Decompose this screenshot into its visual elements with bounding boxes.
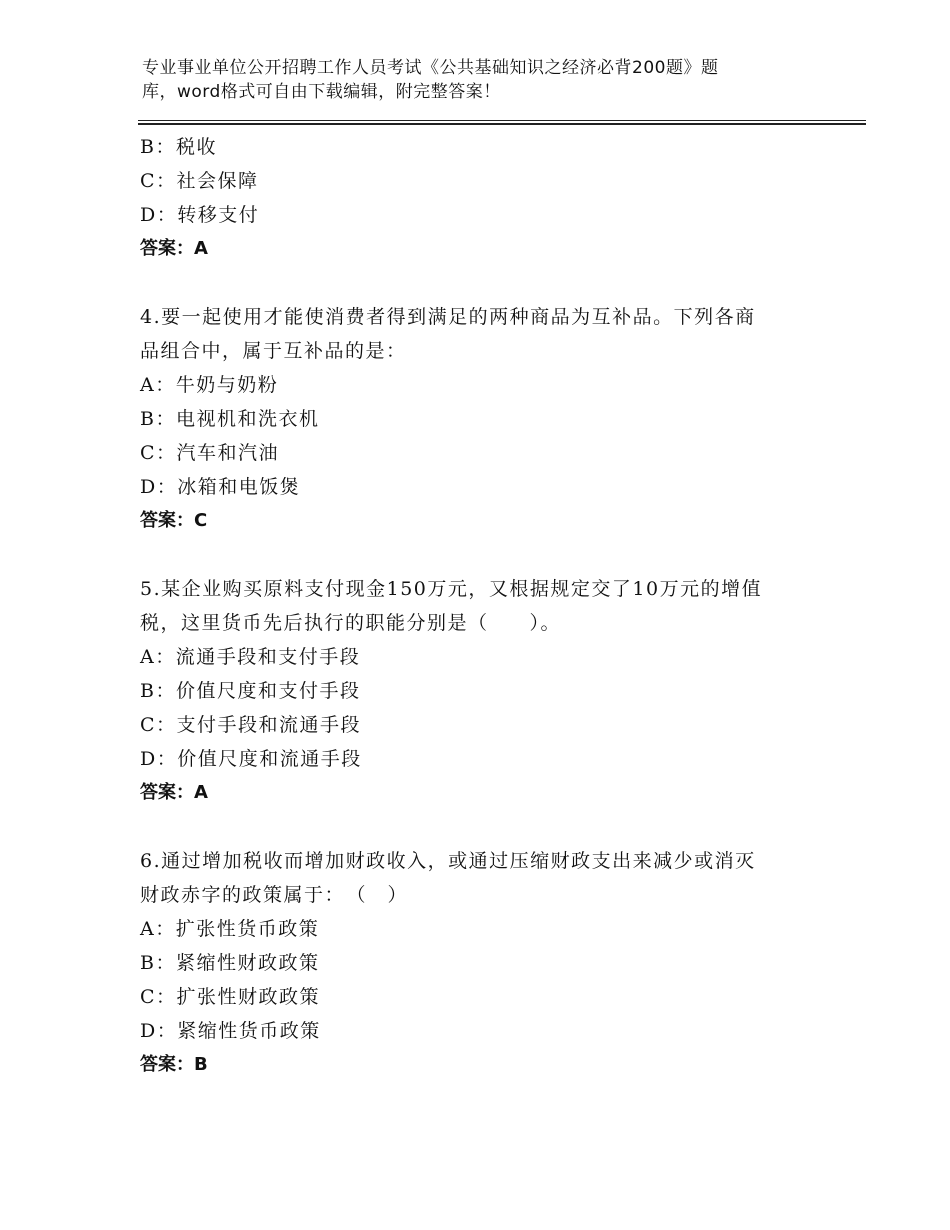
question-stem-line-1: 5.某企业购买原料支付现金150万元，又根据规定交了10万元的增值 bbox=[140, 578, 763, 600]
option-a: A：流通手段和支付手段 bbox=[140, 646, 361, 668]
question-stem-line-2: 税，这里货币先后执行的职能分别是（ ）。 bbox=[140, 612, 562, 634]
option-c: C：社会保障 bbox=[140, 170, 259, 192]
answer: 答案：A bbox=[140, 238, 208, 259]
option-d: D：转移支付 bbox=[140, 204, 260, 226]
answer: 答案：B bbox=[140, 1054, 208, 1075]
option-b: B：价值尺度和支付手段 bbox=[140, 680, 361, 702]
option-a: A：扩张性货币政策 bbox=[140, 918, 320, 940]
header-title-line-2: 库，word格式可自由下载编辑，附完整答案！ bbox=[142, 82, 501, 102]
header-divider-thick bbox=[138, 123, 866, 125]
option-b: B：电视机和洗衣机 bbox=[140, 408, 320, 430]
question-stem-line-2: 品组合中，属于互补品的是： bbox=[140, 340, 407, 362]
question-3 bbox=[140, 130, 820, 266]
document-header bbox=[142, 56, 822, 104]
question-list bbox=[140, 130, 820, 1082]
question-stem-line-2: 财政赤字的政策属于： （ ） bbox=[140, 884, 409, 906]
question-stem-line-1: 4.要一起使用才能使消费者得到满足的两种商品为互补品。下列各商 bbox=[140, 306, 756, 328]
option-d: D：冰箱和电饭煲 bbox=[140, 476, 301, 498]
spacer bbox=[140, 538, 820, 572]
question-5 bbox=[140, 572, 820, 810]
question-6 bbox=[140, 844, 820, 1082]
option-b: B：税收 bbox=[140, 136, 217, 158]
option-c: C：支付手段和流通手段 bbox=[140, 714, 362, 736]
answer: 答案：A bbox=[140, 782, 208, 803]
option-d: D：紧缩性货币政策 bbox=[140, 1020, 321, 1042]
option-d: D：价值尺度和流通手段 bbox=[140, 748, 362, 770]
header-title-line-1: 专业事业单位公开招聘工作人员考试《公共基础知识之经济必背200题》题 bbox=[142, 58, 719, 78]
answer: 答案：C bbox=[140, 510, 208, 531]
header-divider-thin bbox=[138, 120, 866, 121]
option-a: A：牛奶与奶粉 bbox=[140, 374, 279, 396]
spacer bbox=[140, 266, 820, 300]
option-b: B：紧缩性财政政策 bbox=[140, 952, 320, 974]
spacer bbox=[140, 810, 820, 844]
option-c: C：汽车和汽油 bbox=[140, 442, 280, 464]
question-stem-line-1: 6.通过增加税收而增加财政收入，或通过压缩财政支出来减少或消灭 bbox=[140, 850, 756, 872]
question-4 bbox=[140, 300, 820, 538]
option-c: C：扩张性财政政策 bbox=[140, 986, 321, 1008]
